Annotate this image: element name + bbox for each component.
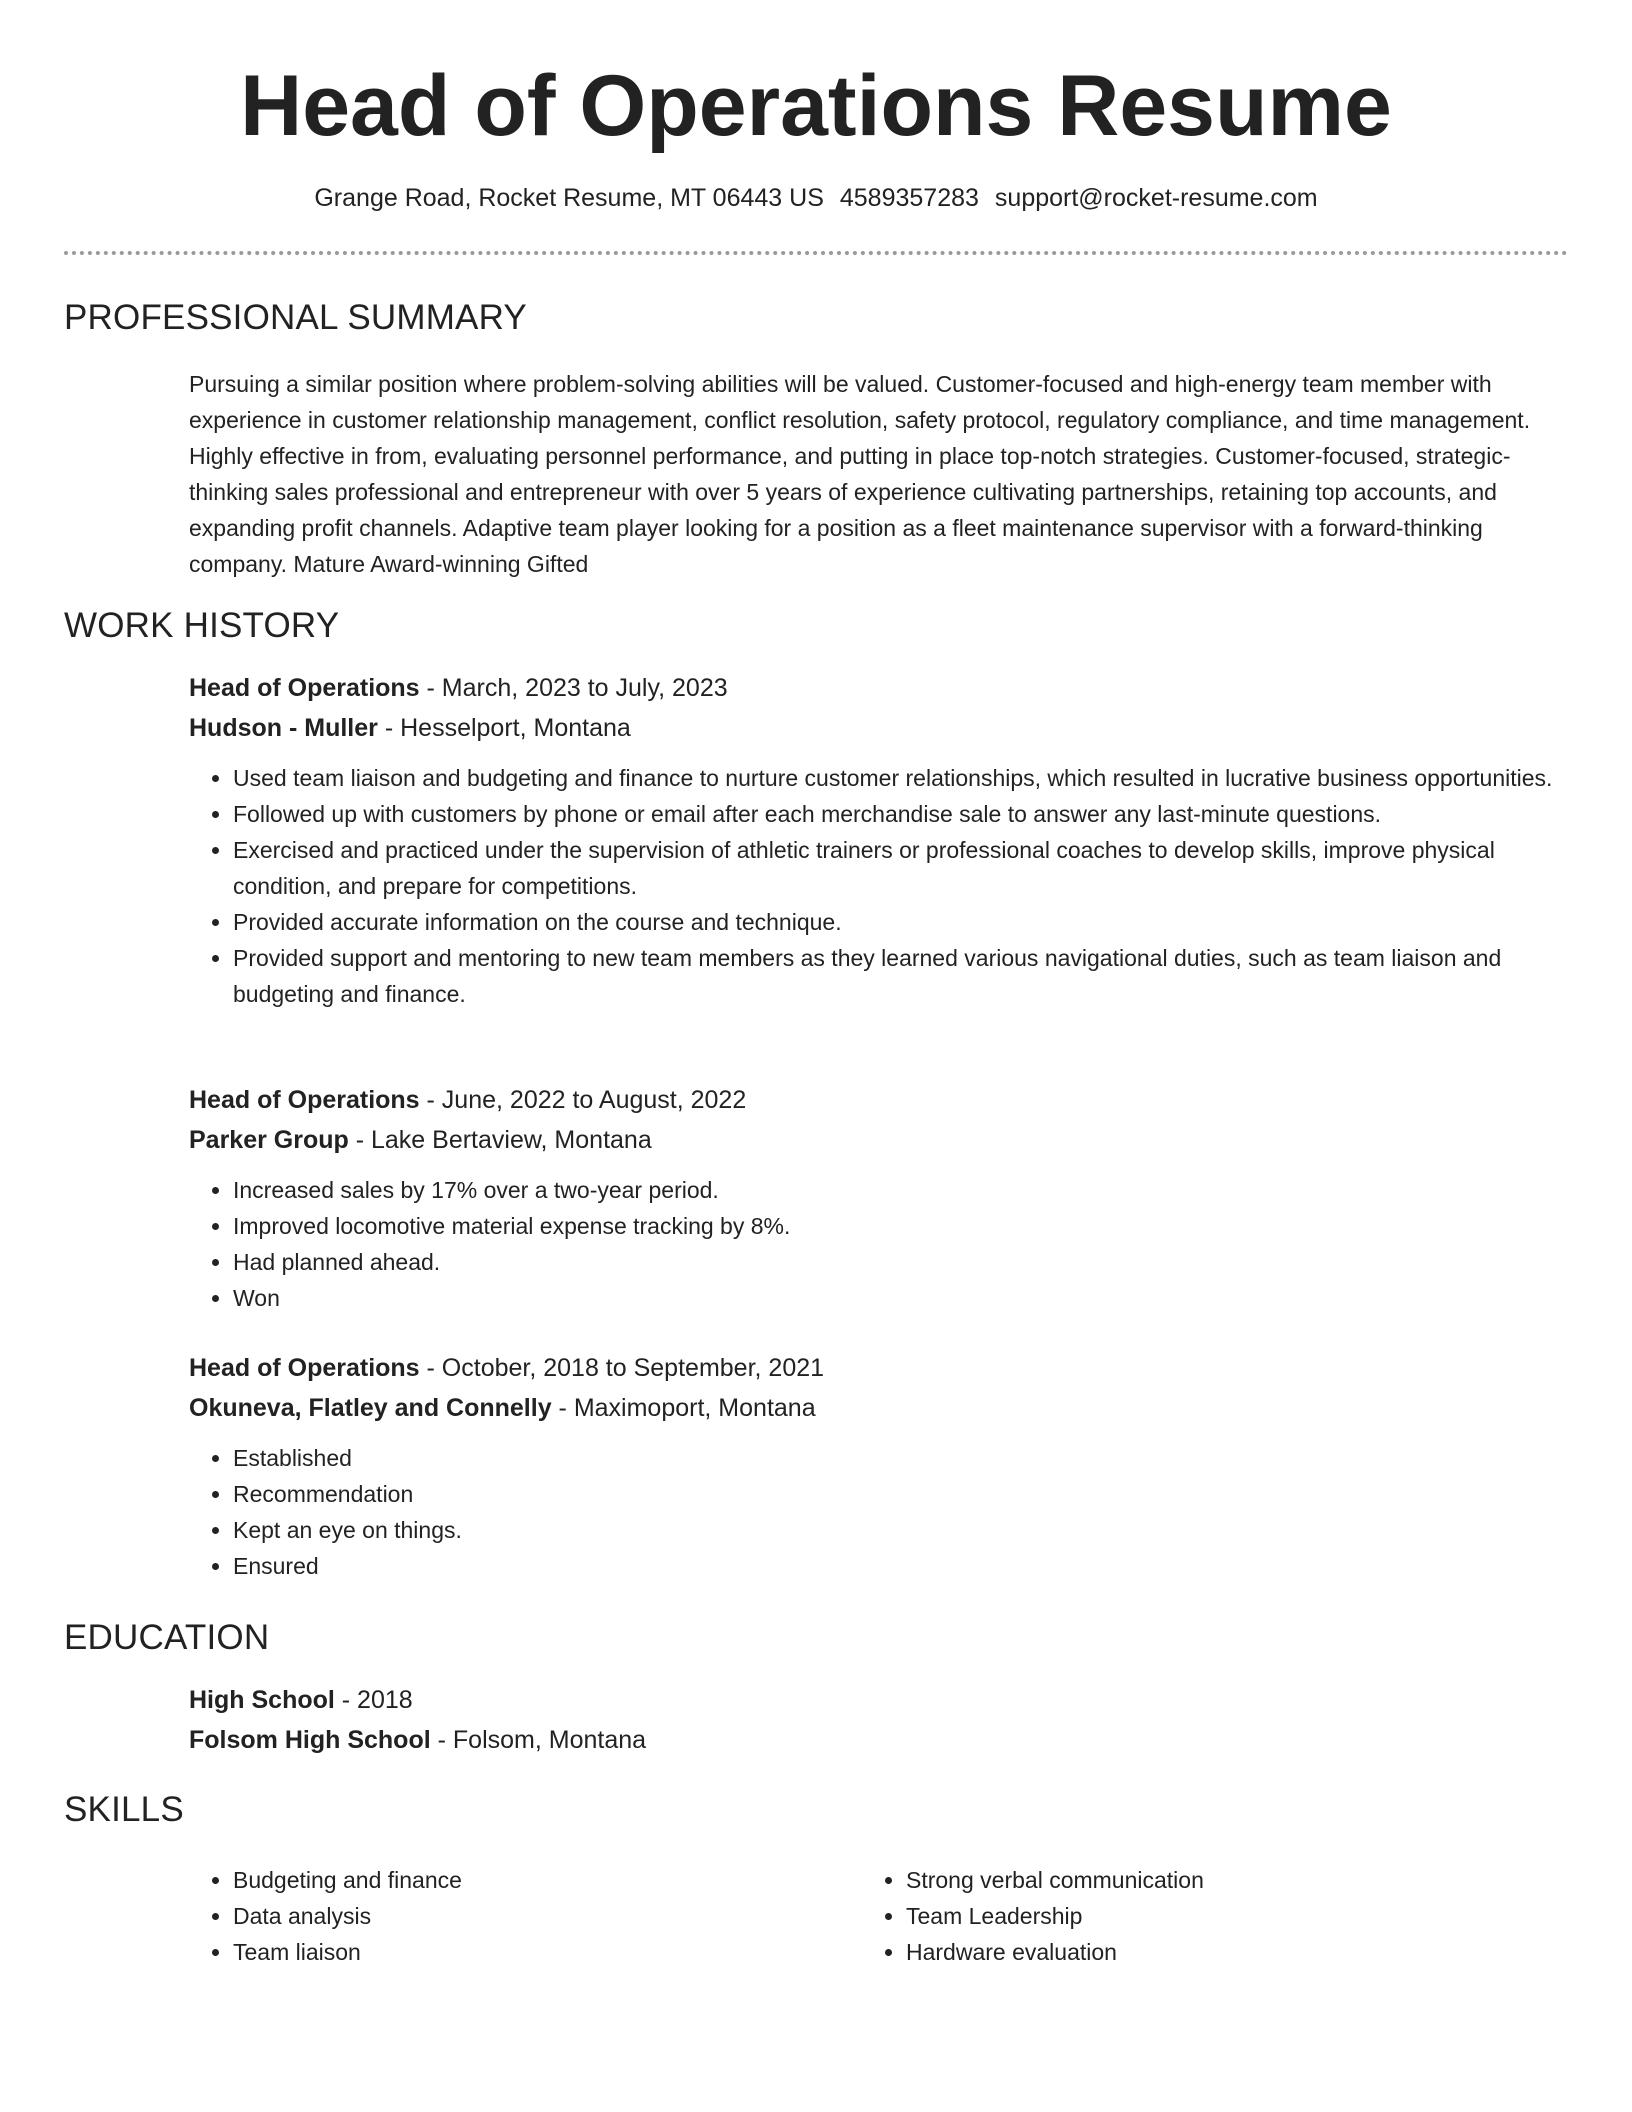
job-bullets [189,1440,1569,1584]
contact-line [0,180,1632,216]
summary-text: Pursuing a similar position where problem-solving abilities will be valued. Customer-focused and high-energy team member with experience in customer relationship management, conflict resolution, safety protocol, regulatory compliance, and time management. Highly effective in from, evaluating personnel performance, and putting in place top-notch strategies. Customer-focused, strategic-thinking sales professional and entrepreneur with over 5 years of experience cultivating partnerships, retaining top accounts, and expanding profit channels. Adaptive team player looking for a position as a fleet maintenance supervisor with a forward-thinking company. Mature Award-winning Gifted [189,371,1531,577]
skills-list [862,1862,1482,1970]
job-bullet: • Ensured [233,1548,1569,1584]
job-title: Head of Operations [189,674,420,702]
contact-address: Grange Road, Rocket Resume, MT 06443 US [314,184,824,212]
job-bullet: • Exercised and practiced under the supervision of athletic trainers or professional coaches to develop skills, improve physical condition, and prepare for competitions. [233,832,1569,904]
job-title: Head of Operations [189,1354,420,1382]
job-title: Head of Operations [189,1086,420,1114]
skill-item: • Data analysis [233,1898,809,1934]
job-bullet: • Established [233,1440,1569,1476]
job-entry [189,1080,1569,1316]
job-dates: - October, 2018 to September, 2021 [419,1354,825,1382]
job-bullet: • Followed up with customers by phone or email after each merchandise sale to answer any last-minute questions. [233,796,1569,832]
job-bullet: • Used team liaison and budgeting and finance to nurture customer relationships, which resulted in lucrative business opportunities. [233,760,1569,796]
skills-list [189,1862,809,1970]
summary-heading: PROFESSIONAL SUMMARY [64,298,527,337]
job-company-line [189,1120,1569,1160]
education-year: - 2018 [334,1686,413,1714]
job-bullets [189,1172,1569,1316]
job-location: - Maximoport, Montana [551,1394,816,1422]
work-history-heading: WORK HISTORY [64,606,340,645]
job-title-line [189,1080,1569,1120]
job-company-line [189,1388,1569,1428]
education-location: - Folsom, Montana [430,1726,647,1754]
job-bullet: • Won [233,1280,1569,1316]
job-bullet: • Provided accurate information on the course and technique. [233,904,1569,940]
job-bullet: • Had planned ahead. [233,1244,1569,1280]
job-bullet: • Kept an eye on things. [233,1512,1569,1548]
job-bullets [189,760,1569,1012]
skill-item: • Budgeting and finance [233,1862,809,1898]
job-dates: - June, 2022 to August, 2022 [419,1086,747,1114]
job-title-line [189,668,1569,708]
job-entry [189,668,1569,1012]
skill-item: • Hardware evaluation [906,1934,1482,1970]
page-title: Head of Operations Resume [240,58,1392,154]
job-bullet: • Provided support and mentoring to new team members as they learned various navigational duties, such as team liaison and budgeting and finance. [233,940,1569,1012]
job-title-line [189,1348,1569,1388]
job-bullet: • Increased sales by 17% over a two-year period. [233,1172,1569,1208]
skills-column-left [189,1862,809,1970]
education-degree: High School [189,1686,335,1714]
job-company: Hudson - Muller [189,714,378,742]
education-school: Folsom High School [189,1726,431,1754]
job-entry [189,1348,1569,1584]
job-dates: - March, 2023 to July, 2023 [419,674,728,702]
skill-item: • Team Leadership [906,1898,1482,1934]
header-divider [64,251,1568,255]
job-bullet: • Recommendation [233,1476,1569,1512]
skill-item: • Team liaison [233,1934,809,1970]
skills-heading: SKILLS [64,1790,184,1829]
contact-phone: 4589357283 [839,184,979,212]
education-heading: EDUCATION [64,1618,270,1657]
skill-item: • Strong verbal communication [906,1862,1482,1898]
job-company-line [189,708,1569,748]
job-location: - Lake Bertaview, Montana [348,1126,652,1154]
job-location: - Hesselport, Montana [377,714,631,742]
job-bullet: • Improved locomotive material expense tracking by 8%. [233,1208,1569,1244]
education-degree-line [189,1680,1569,1720]
education-school-line [189,1720,1569,1760]
job-company: Okuneva, Flatley and Connelly [189,1394,552,1422]
contact-email: support@rocket-resume.com [994,184,1318,212]
skills-column-right [862,1862,1482,1970]
job-company: Parker Group [189,1126,349,1154]
education-entry [189,1680,1569,1760]
